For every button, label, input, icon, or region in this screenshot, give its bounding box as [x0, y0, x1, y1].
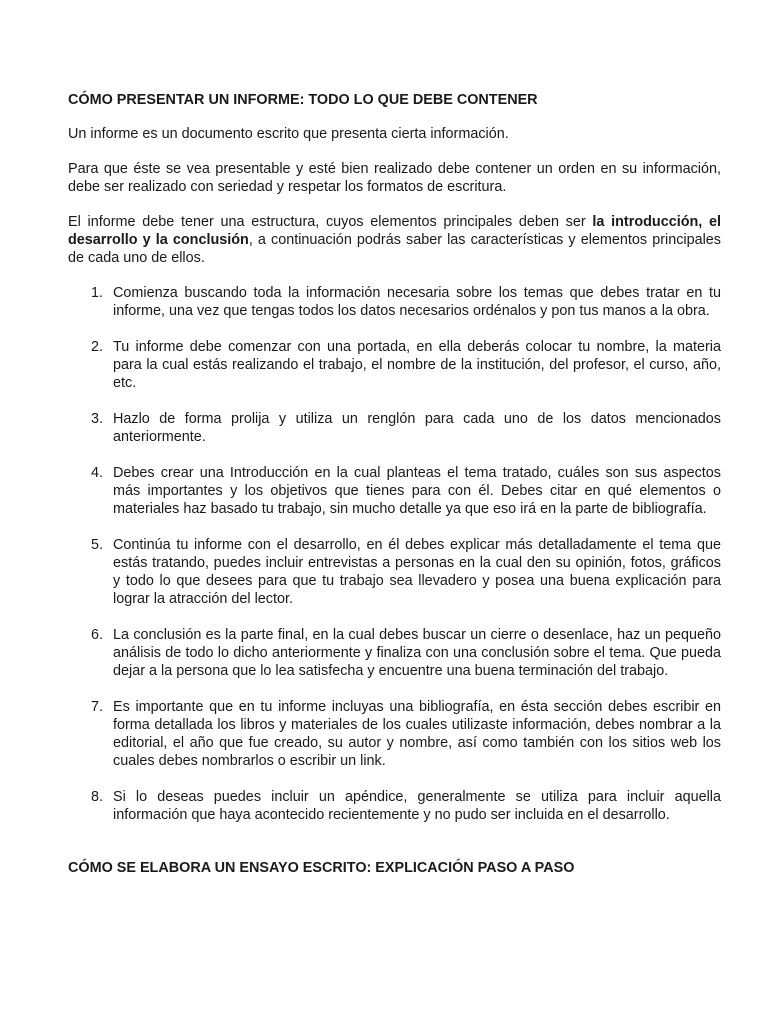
structure-text-before: El informe debe tener una estructura, cuyos elementos principales deben ser	[68, 214, 593, 230]
structure-text-bold: la introducción, el desarrollo y la conclusión	[68, 214, 722, 248]
list-item-text: La conclusión es la parte final, en la cual debes buscar un cierre o desenlace, haz un pequeño análisis de todo lo dicho anteriormente y finaliza con una conclusión sobre el tema. Que pueda dejar a la persona que lo lea satisfecha y encuentre una buena terminación del trabajo.	[113, 627, 721, 679]
list-item	[68, 410, 721, 446]
list-item-text: Tu informe debe comenzar con una portada, en ella deberás colocar tu nombre, la materia para la cual estás realizando el trabajo, el nombre de la institución, del profesor, el curso, año, etc.	[113, 339, 721, 391]
list-item-number: 8.	[90, 789, 103, 805]
list-item-text: Debes crear una Introducción en la cual planteas el tema tratado, cuáles son sus aspectos más importantes y los objetivos que tienes para con él. Debes citar en qué elementos o materiales haz basado tu trabajo, sin mucho detalle ya que eso irá en la parte de bibliografía.	[113, 465, 721, 517]
structure-text-after: , a continuación podrás saber las características y elementos principales de cada uno de ellos.	[68, 232, 721, 266]
list-item-text: Es importante que en tu informe incluyas una bibliografía, en ésta sección debes escribir en forma detallada los libros y materiales de los cuales utilizaste información, debes nombrar a la editorial, el año que fue creado, su autor y nombre, así como también con los sitios web los cuales debes nombrarlos o escribir un link.	[113, 699, 721, 769]
list-item-text: Si lo deseas puedes incluir un apéndice, generalmente se utiliza para incluir aquella información que haya acontecido recientemente y no pudo ser incluida en el desarrollo.	[113, 789, 721, 823]
list-item-number: 2.	[90, 339, 103, 355]
list-item	[68, 338, 721, 392]
list-item-number: 1.	[90, 285, 103, 301]
structure-paragraph	[68, 213, 721, 267]
next-section-heading: CÓMO SE ELABORA UN ENSAYO ESCRITO: EXPLICACIÓN PASO A PASO	[68, 860, 575, 876]
page-title: CÓMO PRESENTAR UN INFORME: TODO LO QUE DEBE CONTENER	[68, 92, 538, 108]
list-item-text: Continúa tu informe con el desarrollo, en él debes explicar más detalladamente el tema que estás tratando, puedes incluir entrevistas a personas en la cual den su opinión, fotos, gráficos y todo lo que desees para que tu trabajo sea llevadero y posea una buena explicación para lograr la atracción del lector.	[113, 537, 721, 607]
list-item	[68, 788, 721, 824]
intro-paragraph: Un informe es un documento escrito que presenta cierta información.	[68, 126, 509, 142]
presentation-paragraph: Para que éste se vea presentable y esté bien realizado debe contener un orden en su información, debe ser realizado con seriedad y respetar los formatos de escritura.	[68, 161, 721, 195]
list-item-number: 5.	[90, 537, 103, 553]
list-item	[68, 536, 721, 608]
list-item-number: 6.	[90, 627, 103, 643]
list-item-text: Comienza buscando toda la información necesaria sobre los temas que debes tratar en tu informe, una vez que tengas todos los datos necesarios ordénalos y pon tus manos a la obra.	[113, 285, 721, 319]
list-item	[68, 626, 721, 680]
list-item-text: Hazlo de forma prolija y utiliza un renglón para cada uno de los datos mencionados anteriormente.	[113, 411, 721, 445]
list-item-number: 7.	[90, 699, 103, 715]
steps-list	[68, 284, 721, 824]
list-item	[68, 284, 721, 320]
list-item-number: 3.	[90, 411, 103, 427]
list-item	[68, 698, 721, 770]
list-item	[68, 464, 721, 518]
list-item-number: 4.	[90, 465, 103, 481]
